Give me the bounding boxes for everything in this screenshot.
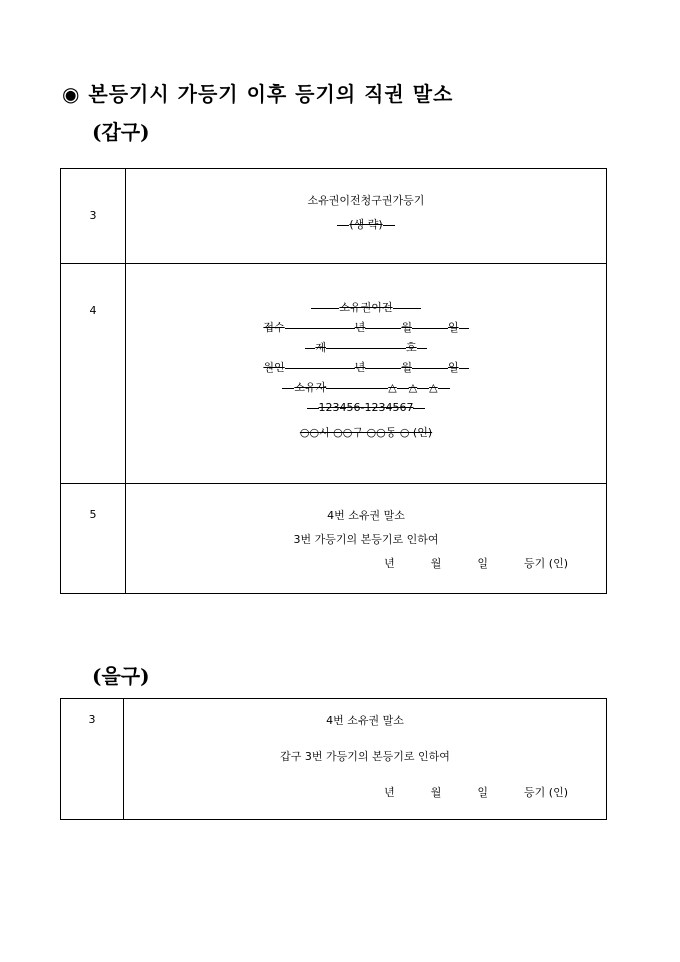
entry-line-struck: 소유자 △ △ △ — [126, 378, 606, 398]
table-row — [61, 169, 607, 264]
table-row — [61, 264, 607, 484]
entry-line: 4번 소유권 말소 — [327, 509, 405, 522]
table-row — [61, 484, 607, 594]
entry-content — [126, 169, 607, 264]
entry-line: 소유권이전청구권가등기 — [307, 194, 425, 207]
entry-number: 5 — [61, 484, 126, 594]
page-title: ◉ 본등기시 가등기 이후 등기의 직권 말소 — [62, 82, 454, 106]
table-row — [61, 699, 607, 820]
entry-number: 3 — [61, 699, 124, 820]
entry-line-struck: 소유권이전 — [126, 298, 606, 318]
entry-content — [126, 484, 607, 594]
entry-line-struck: 접수 년 월 일 — [126, 318, 606, 338]
entry-line: 4번 소유권 말소 — [326, 714, 404, 727]
entry-line-struck: 123456-1234567 — [126, 398, 606, 418]
gap-register-table — [60, 168, 607, 594]
entry-line-struck: 원인 년 월 일 — [126, 358, 606, 378]
entry-line-struck: (생 략) — [126, 213, 606, 237]
entry-line-struck: ○○시 ○○구 ○○동 ○ (인) — [299, 426, 433, 439]
entry-number: 4 — [61, 264, 126, 484]
entry-date-line: 년 월 일 등기 (인) — [384, 557, 568, 570]
entry-line: 갑구 3번 가등기의 본등기로 인하여 — [280, 750, 450, 763]
eul-section-label: (을구) — [92, 664, 150, 688]
entry-line: 3번 가등기의 본등기로 인하여 — [293, 533, 439, 546]
entry-line-struck: 제 호 — [126, 338, 606, 358]
gap-section-label: (갑구) — [92, 120, 150, 144]
eul-register-table — [60, 698, 607, 820]
entry-date-line: 년 월 일 등기 (인) — [384, 786, 568, 799]
entry-content — [126, 264, 607, 484]
entry-content — [124, 699, 607, 820]
entry-number: 3 — [61, 169, 126, 264]
